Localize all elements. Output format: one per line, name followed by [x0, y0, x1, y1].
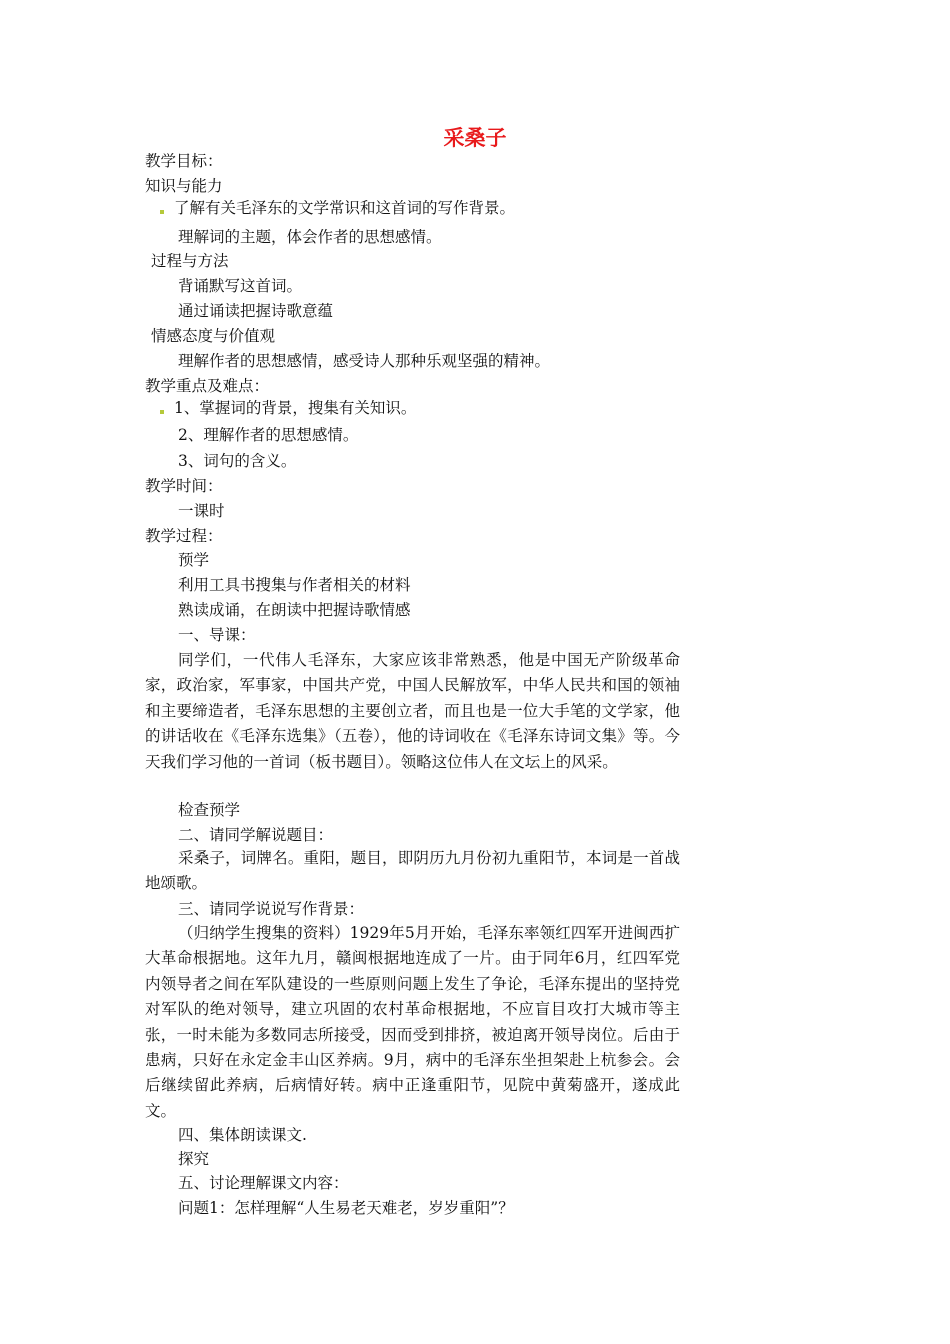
intro-paragraph: 同学们，一代伟人毛泽东，大家应该非常熟悉，他是中国无产阶级革命家，政治家，军事家，中国共产党，中国人民解放军，中华人民共和国的领袖和主要缔造者，毛泽东思想的主要创立者，而且也是一位大手笔的文学家，他的讲话收在《毛泽东选集》（五卷），他的诗词收在《毛泽东诗词文集》等。今天我们学习他的一首词（板书题目）。领略这位伟人在文坛上的风采。: [145, 651, 680, 771]
keypoint-1-text: 1、掌握词的背景，搜集有关知识。: [174, 399, 417, 417]
heading-knowledge: 知识与能力: [145, 177, 223, 195]
bullet-marker: [160, 410, 164, 414]
goal-item-2: 理解词的主题，体会作者的思想感情。: [178, 228, 442, 246]
page-title: 采桑子: [443, 126, 507, 150]
heading-keypoints: 教学重点及难点：: [145, 377, 270, 395]
section-5-heading: 五、讨论理解课文内容：: [178, 1174, 349, 1192]
heading-process: 过程与方法: [151, 252, 229, 270]
goal-item-1-text: 了解有关毛泽东的文学常识和这首词的写作背景。: [174, 199, 516, 217]
background-paragraph: （归纳学生搜集的资料）1929年5月开始，毛泽东率领红四军开进闽西扩大革命根据地。这年九月，赣闽根据地连成了一片。由于同年6月，红四军党内领导者之间在军队建设的一些原则问题上发生了争论，毛泽东提出的坚持党对军队的绝对领导，建立巩固的农村革命根据地，不应盲目攻打大城市等主张，一时未能为多数同志所接受，因而受到排挤，被迫离开领导岗位。后由于患病，只好在永定金丰山区养病。9月，病中的毛泽东坐担架赴上杭参会。会后继续留此养病，后病情好转。病中正逢重阳节，见院中黄菊盛开，遂成此文。: [145, 924, 680, 1120]
time-value: 一课时: [178, 502, 225, 520]
title-explain-paragraph: 采桑子，词牌名。重阳，题目，即阴历九月份初九重阳节，本词是一首战地颂歌。: [145, 849, 680, 893]
keypoint-2: 2、理解作者的思想感情。: [178, 426, 359, 444]
process-item-1: 背诵默写这首词。: [178, 277, 303, 295]
heading-procedure: 教学过程：: [145, 527, 223, 545]
goal-item-1: [160, 197, 515, 219]
keypoint-1: [160, 397, 416, 419]
section-1-heading: 一、导课：: [178, 626, 256, 644]
heading-time: 教学时间：: [145, 477, 223, 495]
section-2-heading: 二、请同学解说题目：: [178, 826, 334, 844]
step-check: 检查预学: [178, 801, 241, 819]
heading-emotion: 情感态度与价值观: [151, 327, 276, 345]
prestudy-item-1: 利用工具书搜集与作者相关的材料: [178, 576, 411, 594]
section-4-heading: 四、集体朗读课文.: [178, 1126, 307, 1144]
step-prestudy: 预学: [178, 551, 210, 569]
step-explore: 探究: [178, 1150, 210, 1168]
keypoint-3: 3、词句的含义。: [178, 452, 297, 470]
section-3-heading: 三、请同学说说写作背景：: [178, 900, 365, 918]
prestudy-item-2: 熟读成诵，在朗读中把握诗歌情感: [178, 601, 411, 619]
process-item-2: 通过诵读把握诗歌意蕴: [178, 302, 334, 320]
question-1: 问题1：怎样理解“人生易老天难老，岁岁重阳”？: [178, 1199, 514, 1217]
emotion-item-1: 理解作者的思想感情，感受诗人那种乐观坚强的精神。: [178, 352, 551, 370]
bullet-marker: [160, 210, 164, 214]
heading-goals: 教学目标：: [145, 152, 223, 170]
